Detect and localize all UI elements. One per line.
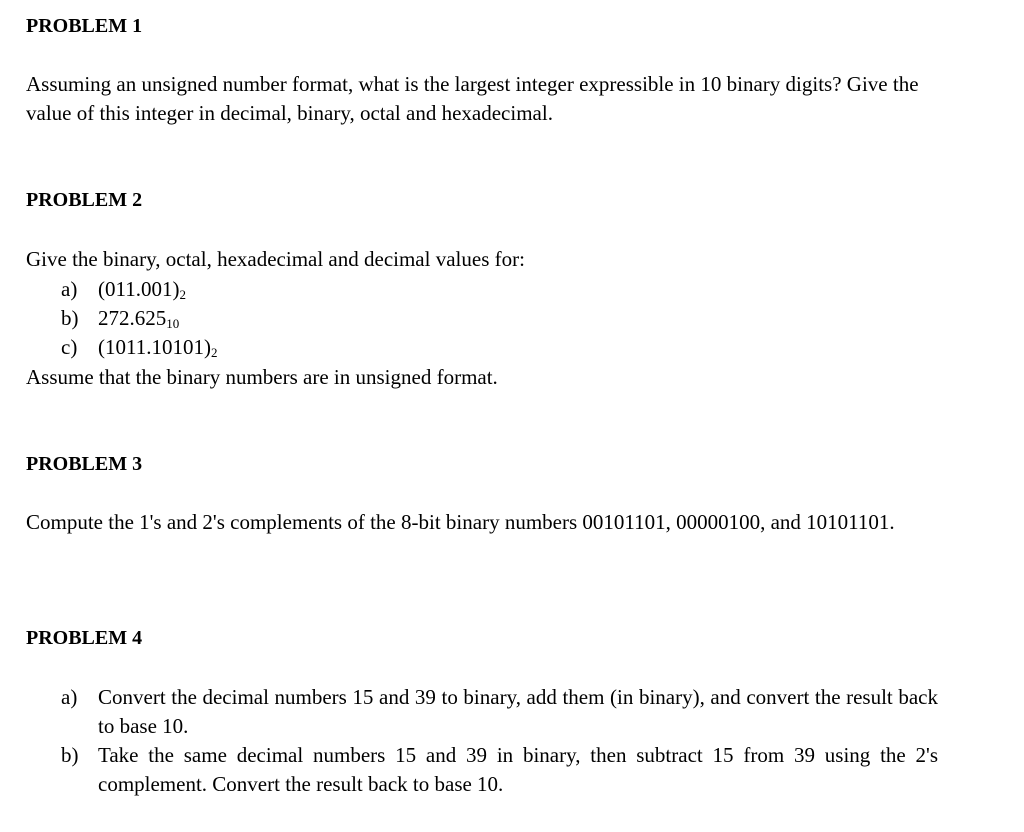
item-marker: b) (61, 306, 79, 330)
problem-3-text: Compute the 1's and 2's complements of the 8-bit binary numbers 00101101, 00000100, and 10101101. (26, 510, 895, 534)
item-value: (011.001) (98, 277, 180, 301)
item-text: Convert the decimal numbers 15 and 39 to binary, add them (in binary), and convert the result back to base 10. (98, 685, 938, 738)
problem-2-heading: PROBLEM 2 (26, 189, 143, 211)
item-base-subscript: 10 (166, 316, 180, 331)
problem-2-intro: Give the binary, octal, hexadecimal and decimal values for: (26, 247, 525, 271)
problem-2-item-a (61, 277, 186, 301)
item-marker: a) (61, 685, 78, 709)
problem-1-heading: PROBLEM 1 (26, 15, 143, 37)
item-base-subscript: 2 (210, 345, 218, 360)
item-value: (1011.10101) (98, 335, 211, 359)
problem-4-heading: PROBLEM 4 (26, 627, 143, 649)
item-marker: c) (61, 335, 78, 359)
document-page (26, 0, 938, 832)
item-value: 272.625 (98, 306, 167, 330)
item-text: Take the same decimal numbers 15 and 39 in binary, then subtract 15 from 39 using the 2's complement. Convert the result back to base 10. (98, 743, 938, 796)
problem-2-item-b (61, 306, 179, 330)
item-marker: a) (61, 277, 78, 301)
problem-2-item-c (61, 335, 217, 359)
problem-3-heading: PROBLEM 3 (26, 453, 143, 475)
item-marker: b) (61, 743, 79, 767)
problem-1-text: Assuming an unsigned number format, what is the largest integer expressible in 10 binary digits? Give the value of this integer in decimal, binary, octal and hexadecimal. (26, 72, 919, 125)
problem-2-note: Assume that the binary numbers are in unsigned format. (26, 365, 498, 389)
item-base-subscript: 2 (179, 287, 186, 302)
